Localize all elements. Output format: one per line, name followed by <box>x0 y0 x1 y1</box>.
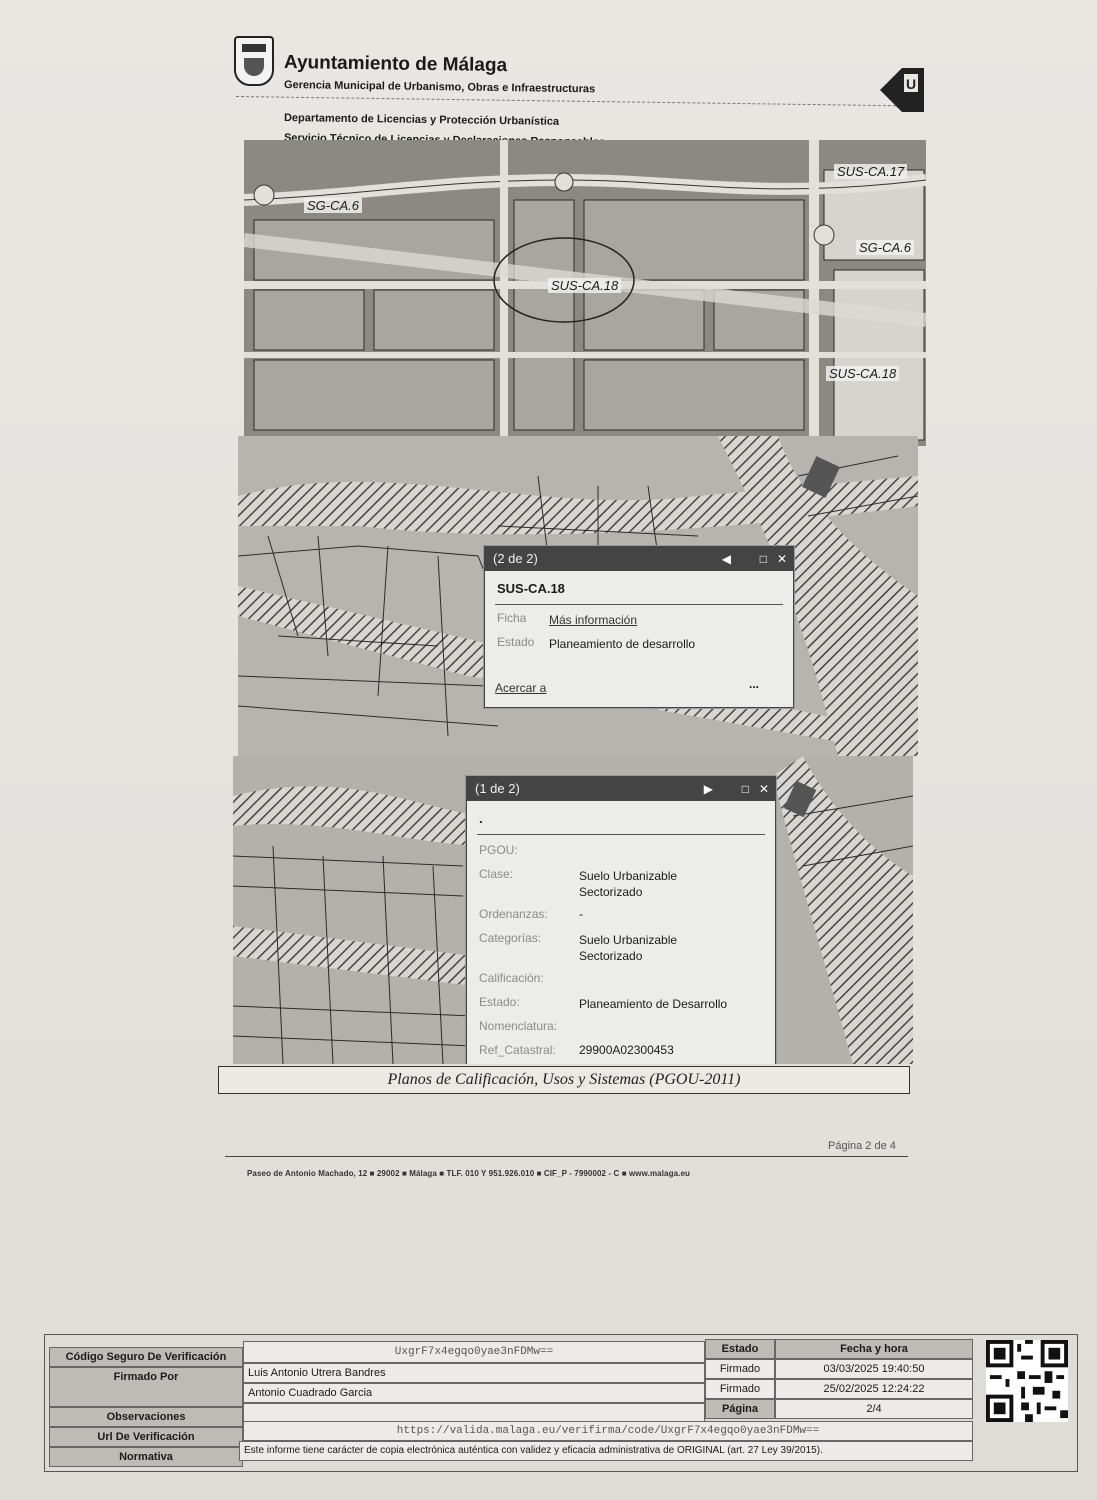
pgou-label: PGOU: <box>479 843 518 857</box>
signer-2-name: Antonio Cuadrado Garcia <box>243 1383 705 1403</box>
more-options-button[interactable]: ... <box>749 677 760 691</box>
signer-1-date: 03/03/2025 19:40:50 <box>775 1359 973 1379</box>
csv-label: Código Seguro De Verificación <box>49 1347 243 1367</box>
popup-feature-title: . <box>479 811 483 826</box>
feature-info-popup-2 <box>484 546 794 708</box>
gis-map-viewer-top[interactable] <box>238 436 918 756</box>
popup-pager: (2 de 2) <box>493 551 538 566</box>
observaciones-value <box>243 1403 705 1423</box>
pagina-value: 2/4 <box>775 1399 973 1419</box>
signer-2-date: 25/02/2025 12:24:22 <box>775 1379 973 1399</box>
feature-info-popup-1 <box>466 776 776 1064</box>
map-label-sus-ca18-center: SUS-CA.18 <box>548 278 621 293</box>
header-divider <box>236 96 916 106</box>
header-department: Departamento de Licencias y Protección Urbanística <box>283 112 560 128</box>
popup-feature-title: SUS-CA.18 <box>497 581 565 596</box>
ordenanzas-label: Ordenanzas: <box>479 907 548 921</box>
malaga-crest-icon <box>234 36 274 86</box>
zoning-map-drawing <box>244 140 926 446</box>
ordenanzas-value: - <box>579 907 583 921</box>
zoning-map <box>244 140 926 446</box>
map-label-sg-ca6-left: SG-CA.6 <box>304 198 362 213</box>
url-label: Url De Verificación <box>49 1427 243 1447</box>
estado-label: Estado: <box>479 995 520 1009</box>
categorias-value: Suelo Urbanizable <box>579 933 678 947</box>
clase-value: Suelo Urbanizable <box>579 869 678 883</box>
header-subtitle: Gerencia Municipal de Urbanismo, Obras e Infraestructuras <box>283 79 596 96</box>
ficha-label: Ficha <box>497 611 527 625</box>
footer-divider <box>225 1156 908 1157</box>
next-arrow-icon[interactable]: ▶ <box>703 782 713 796</box>
popup-titlebar <box>467 777 775 801</box>
qr-code-icon <box>986 1340 1068 1422</box>
clase-value-line2: Sectorizado <box>579 885 643 899</box>
clase-label: Clase: <box>479 867 514 881</box>
fecha-header: Fecha y hora <box>775 1339 973 1359</box>
estado-header: Estado <box>705 1339 775 1359</box>
nomenclatura-label: Nomenclatura: <box>479 1019 558 1033</box>
close-icon[interactable]: ✕ <box>776 552 787 566</box>
popup-titlebar <box>485 547 793 571</box>
popup-pager: (1 de 2) <box>475 781 520 796</box>
maximize-icon[interactable]: □ <box>741 782 749 796</box>
normativa-label: Normativa <box>49 1447 243 1467</box>
signer-2-status: Firmado <box>705 1379 775 1399</box>
pagina-label: Página <box>705 1399 775 1419</box>
urbanismo-logo-icon <box>880 68 924 112</box>
firmado-por-label: Firmado Por <box>49 1367 243 1407</box>
map-label-sus-ca18-right: SUS-CA.18 <box>826 366 899 381</box>
calificacion-label: Calificación: <box>479 971 544 985</box>
map-label-sus-ca17: SUS-CA.17 <box>834 164 907 179</box>
verification-url-link[interactable]: https://valida.malaga.eu/verifirma/code/UxgrF7x4egqo0yae3nFDMw== <box>243 1421 973 1441</box>
popup-divider <box>495 604 783 605</box>
zoom-to-link[interactable]: Acercar a <box>495 681 547 695</box>
signer-1-name: Luis Antonio Utrera Bandres <box>243 1363 705 1383</box>
csv-value: UxgrF7x4egqo0yae3nFDMw== <box>243 1341 705 1363</box>
page-number: Página 2 de 4 <box>828 1140 896 1152</box>
footer-address: Paseo de Antonio Machado, 12 ■ 29002 ■ Málaga ■ TLF. 010 Y 951.926.010 ■ CIF_P - 7990002 - C ■ www.malaga.eu <box>247 1169 690 1178</box>
more-info-link[interactable]: Más información <box>549 613 638 627</box>
categorias-value-line2: Sectorizado <box>579 949 643 963</box>
estado-value: Planeamiento de desarrollo <box>549 637 696 651</box>
figure-caption: Planos de Calificación, Usos y Sistemas (PGOU-2011) <box>218 1066 910 1094</box>
signer-1-status: Firmado <box>705 1359 775 1379</box>
map-label-sg-ca6-right: SG-CA.6 <box>856 240 914 255</box>
gis-map-viewer-bottom[interactable] <box>233 756 913 1064</box>
close-icon[interactable]: ✕ <box>758 782 769 796</box>
maximize-icon[interactable]: □ <box>759 552 767 566</box>
ref-catastral-value: 29900A02300453 <box>579 1043 674 1057</box>
estado-value: Planeamiento de Desarrollo <box>579 997 728 1011</box>
prev-arrow-icon[interactable]: ◀ <box>721 552 731 566</box>
header-title: Ayuntamiento de Málaga <box>283 52 508 77</box>
logo-mark-text: U <box>905 76 917 92</box>
popup-divider <box>477 834 765 835</box>
observaciones-label: Observaciones <box>49 1407 243 1427</box>
verification-table <box>44 1334 1078 1472</box>
categorias-label: Categorías: <box>479 931 542 945</box>
ref-catastral-label: Ref_Catastral: <box>479 1043 556 1057</box>
normativa-value: Este informe tiene carácter de copia electrónica auténtica con validez y eficacia administrativa de ORIGINAL (art. 27 Ley 39/2015). <box>239 1441 973 1461</box>
estado-label: Estado <box>497 635 535 649</box>
